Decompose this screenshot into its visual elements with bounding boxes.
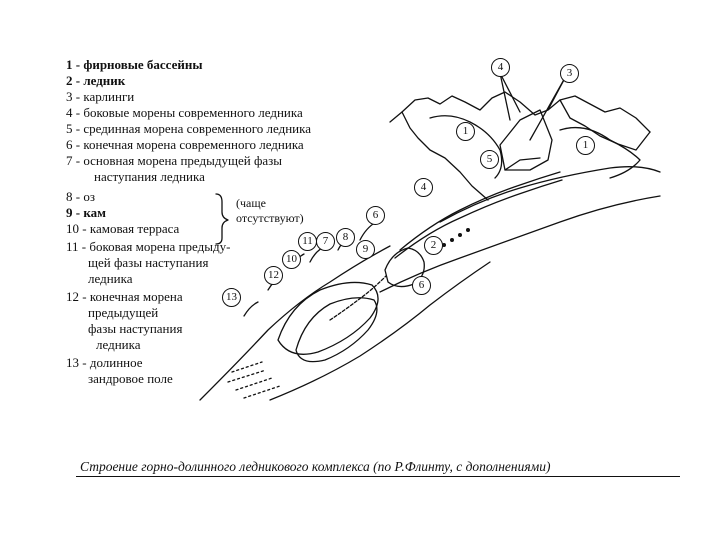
- callout-10: 10: [282, 250, 301, 269]
- legend-item: 6 - конечная морена современного ледника: [66, 137, 304, 152]
- firn-basin-right: [560, 128, 640, 178]
- callout-6-upper: 6: [366, 206, 385, 225]
- callout-6-lower: 6: [412, 276, 431, 295]
- callout-12: 12: [264, 266, 283, 285]
- callout-13: 13: [222, 288, 241, 307]
- legend-item: 3 - карлинги: [66, 89, 135, 104]
- legend-item: 2 - ледник: [66, 73, 126, 88]
- legend-item: 1 - фирновые бассейны: [66, 57, 203, 72]
- legend-item: 12 - конечная морена: [66, 289, 183, 304]
- mountain-ridge: [402, 92, 650, 132]
- outwash-field: [228, 362, 280, 398]
- brace-note-line: (чаще: [236, 196, 266, 210]
- legend-item-continuation: ледника: [88, 271, 133, 286]
- legend-item-continuation: наступания ледника: [94, 169, 205, 184]
- callout-3: 3: [560, 64, 579, 83]
- callout-4-top: 4: [491, 58, 510, 77]
- callout-7: 7: [316, 232, 335, 251]
- legend-item-continuation: щей фазы наступания: [88, 255, 209, 270]
- legend-brace: [216, 194, 228, 244]
- legend-item-continuation: фазы наступания: [88, 321, 183, 336]
- valley-wall-left: [200, 246, 390, 400]
- callout-2: 2: [424, 236, 443, 255]
- legend-item-continuation: зандровое поле: [88, 371, 173, 386]
- legend-item: 9 - кам: [66, 205, 106, 220]
- legend-item: 8 - оз: [66, 189, 95, 204]
- legend-item-continuation: ледника: [96, 337, 141, 352]
- legend-item: 7 - основная морена предыдущей фазы: [66, 153, 283, 168]
- callout-8: 8: [336, 228, 355, 247]
- callout-4-mid: 4: [414, 178, 433, 197]
- callout-1-left: 1: [456, 122, 475, 141]
- legend-item-continuation: предыдущей: [88, 305, 159, 320]
- callout-5: 5: [480, 150, 499, 169]
- callout-11: 11: [298, 232, 317, 251]
- old-terminal-moraine-2: [296, 298, 377, 362]
- legend-item: 4 - боковые морены современного ледника: [66, 105, 303, 120]
- caption-underline: [76, 476, 680, 477]
- legend-item: 5 - срединная морена современного ледника: [66, 121, 312, 136]
- carling: [500, 110, 552, 170]
- brace-note: [236, 196, 304, 226]
- legend-item: 11 - боковая морена предыду-: [66, 239, 231, 254]
- legend-item: 13 - долинное: [66, 355, 143, 370]
- old-terminal-moraine-1: [278, 282, 378, 354]
- figure-caption: Строение горно-долинного ледникового комплекса (по Р.Флинту, с дополнениями): [80, 459, 551, 474]
- brace-note-line: отсутствуют): [236, 211, 304, 225]
- callout-9: 9: [356, 240, 375, 259]
- legend-item: 10 - камовая терраса: [66, 221, 180, 236]
- mountain-ridge-3: [560, 100, 650, 150]
- callout-1-right: 1: [576, 136, 595, 155]
